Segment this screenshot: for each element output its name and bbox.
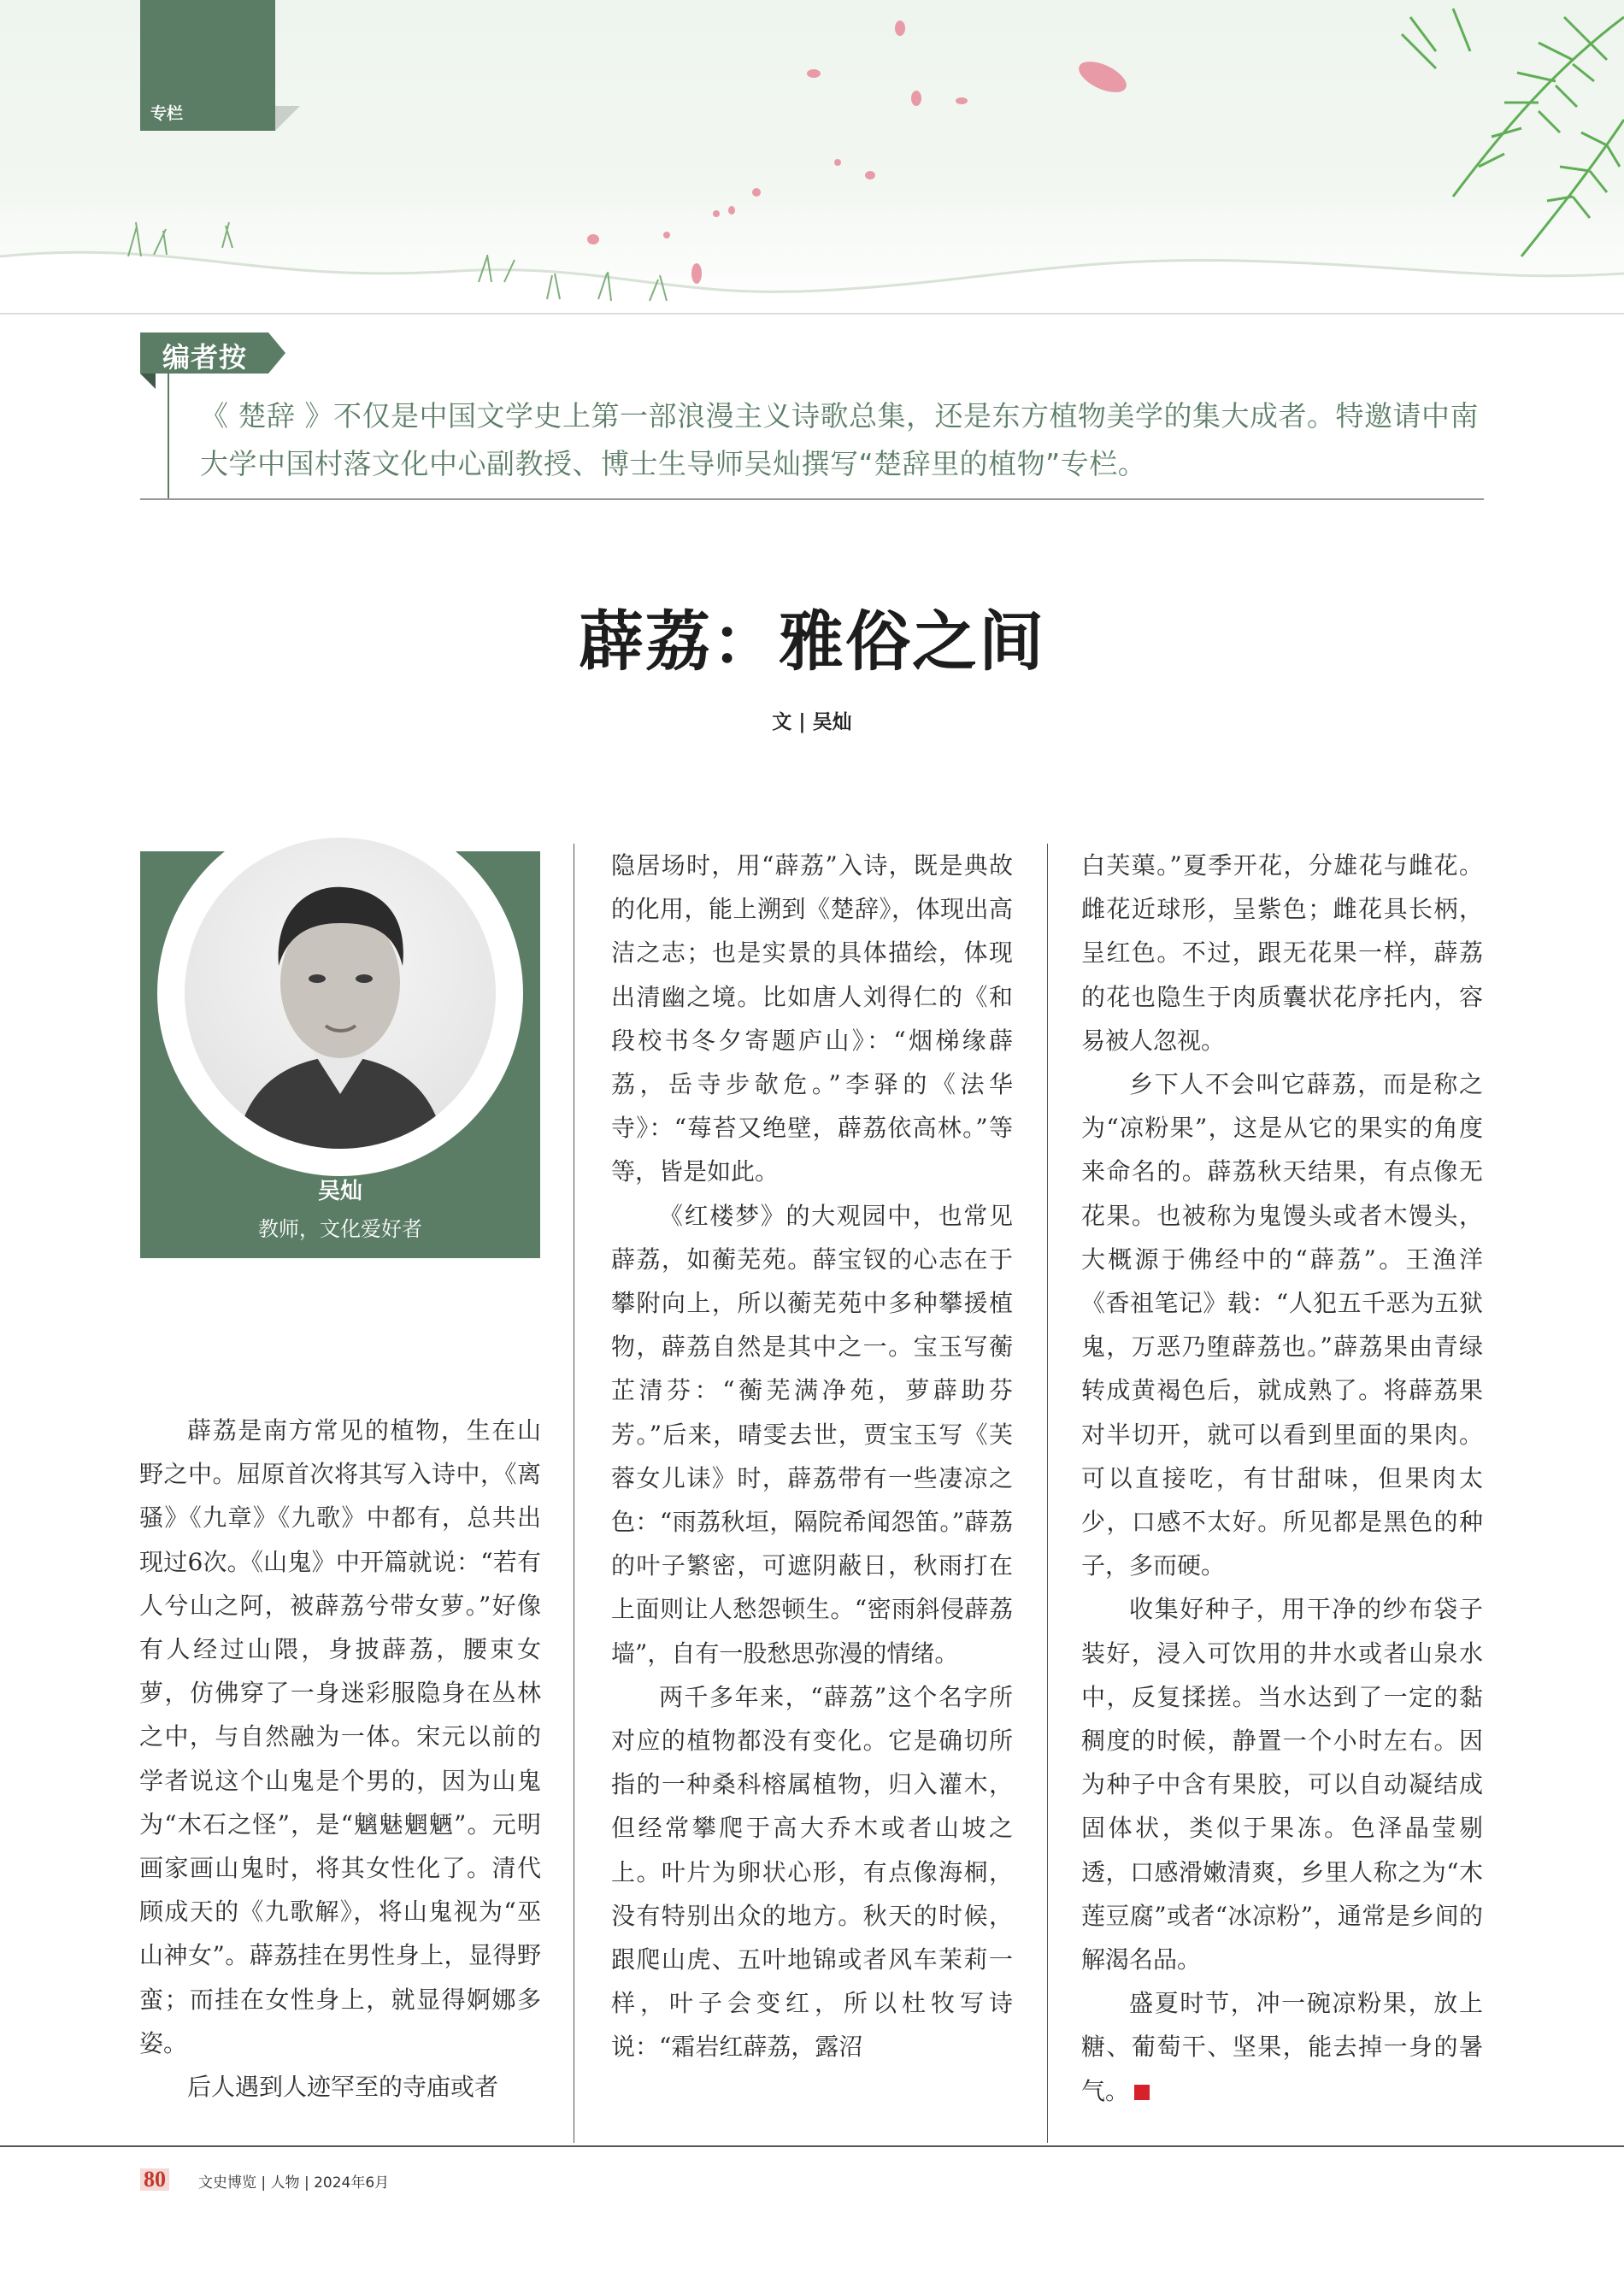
fern-right	[1402, 9, 1624, 256]
article-column-1	[139, 1409, 541, 2109]
editor-note-divider	[140, 498, 1484, 500]
column-divider	[1047, 844, 1048, 2143]
editor-note-tag-fold	[140, 374, 156, 389]
paragraph: 后人遇到人迹罕至的寺庙或者	[187, 2073, 499, 2102]
banner-divider	[0, 313, 1624, 315]
article-title: 薜荔：雅俗之间	[579, 603, 1045, 680]
editor-note-text: 《 楚辞 》不仅是中国文学史上第一部浪漫主义诗歌总集，还是东方植物美学的集大成者。特邀请中南大学中国村落文化中心副教授、博士生导师吴灿撰写“楚辞里的植物”专栏。	[200, 399, 1479, 480]
footer-text: 文史博览 | 人物 | 2024年6月	[198, 2174, 390, 2192]
author-avatar	[185, 838, 496, 1149]
paragraph: 收集好种子，用干净的纱布袋子装好，浸入可饮用的井水或者山泉水中，反复揉搓。当水达到了一定的黏稠度的时候，静置一个小时左右。因为种子中含有果胶，可以自动凝结成固体状，类似于果冻。色泽晶莹剔透，口感滑嫩清爽，乡里人称之为“木莲豆腐”或者“冰凉粉”，通常是乡间的解渴名品。	[1081, 1595, 1483, 1974]
author-portrait-icon	[185, 838, 496, 1149]
section-tab	[140, 0, 275, 131]
editor-note-bar	[168, 374, 169, 499]
paragraph: 薜荔是南方常见的植物，生在山野之中。屈原首次将其写入诗中，《离骚》《九章》《九歌》中都有，总共出现过6次。《山鬼》中开篇就说：“若有人兮山之阿，被薜荔兮带女萝。”好像有人经过山隈，身披薜荔，腰束女萝，仿佛穿了一身迷彩服隐身在丛林之中，与自然融为一体。宋元以前的学者说这个山鬼是个男的，因为山鬼为“木石之怪”，是“魑魅魍魉”。元明画家画山鬼时，将其女性化了。清代顾成天的《九歌解》，将山鬼视为“巫山神女”。薜荔挂在男性身上，显得野蛮；而挂在女性身上，就显得婀娜多姿。	[139, 1416, 541, 2057]
author-role: 教师，文化爱好者	[258, 1217, 422, 1241]
editor-note-tag	[140, 332, 268, 374]
petals	[587, 21, 1131, 284]
paragraph-last	[1081, 1981, 1483, 2113]
paragraph: 白芙蕖。”夏季开花，分雄花与雌花。雌花近球形，呈紫色；雌花具长柄，呈红色。不过，跟无花果一样，薜荔的花也隐生于肉质囊状花序托内，容易被人忽视。	[1081, 851, 1483, 1055]
footer-divider	[0, 2145, 1624, 2147]
paragraph: 《红楼梦》的大观园中，也常见薜荔，如蘅芜苑。薛宝钗的心志在于攀附向上，所以蘅芜苑中多种攀援植物，薜荔自然是其中之一。宝玉写蘅芷清芬：“蘅芜满净苑，萝薜助芬芳。”后来，晴雯去世，贾宝玉写《芙蓉女儿诔》时，薜荔带有一些凄凉之色：“雨荔秋垣，隔院希闻怨笛。”薜荔的叶子繁密，可遮阴蔽日，秋雨打在上面则让人愁怨顿生。“密雨斜侵薜荔墙”，自有一股愁思弥漫的情绪。	[611, 1201, 1013, 1668]
paragraph-text: 盛夏时节，冲一碗凉粉果，放上糖、葡萄干、坚果，能去掉一身的暑气。	[1081, 1989, 1483, 2105]
page-number: 80	[140, 2168, 169, 2191]
article-column-3	[1081, 844, 1483, 2113]
paragraph: 两千多年来，“薜荔”这个名字所对应的植物都没有变化。它是确切所指的一种桑科榕属植物，归入灌木，但经常攀爬于高大乔木或者山坡之上。叶片为卵状心形，有点像海桐，没有特别出众的地方。秋天的时候，跟爬山虎、五叶地锦或者风车茉莉一样，叶子会变红，所以杜牧写诗说：“霜岩红薜荔，露沼	[611, 1682, 1013, 2062]
section-tab-fold	[275, 106, 300, 131]
author-name: 吴灿	[317, 1179, 362, 1204]
article-column-2	[611, 844, 1013, 2069]
article-byline: 文 | 吴灿	[772, 710, 852, 733]
end-mark-icon	[1134, 2085, 1150, 2100]
paragraph: 隐居场时，用“薜荔”入诗，既是典故的化用，能上溯到《楚辞》，体现出高洁之志；也是实景的具体描绘，体现出清幽之境。比如唐人刘得仁的《和段校书冬夕寄题庐山》：“烟梯缘薜荔，岳寺步欹危。”李驿的《法华寺》：“莓苔又绝壁，薜荔依高林。”等等，皆是如此。	[611, 851, 1013, 1186]
section-label: 专栏	[150, 104, 184, 123]
editor-note-label: 编者按	[162, 341, 248, 374]
paragraph: 乡下人不会叫它薜荔，而是称之为“凉粉果”，这是从它的果实的角度来命名的。薜荔秋天结果，有点像无花果。也被称为鬼馒头或者木馒头，大概源于佛经中的“薜荔”。王渔洋《香祖笔记》载：“人犯五千恶为五狱鬼，万恶乃堕薜荔也。”薜荔果由青绿转成黄褐色后，就成熟了。将薜荔果对半切开，就可以看到里面的果肉。可以直接吃，有甘甜味，但果肉太少，口感不太好。所见都是黑色的种子，多而硬。	[1081, 1070, 1483, 1580]
